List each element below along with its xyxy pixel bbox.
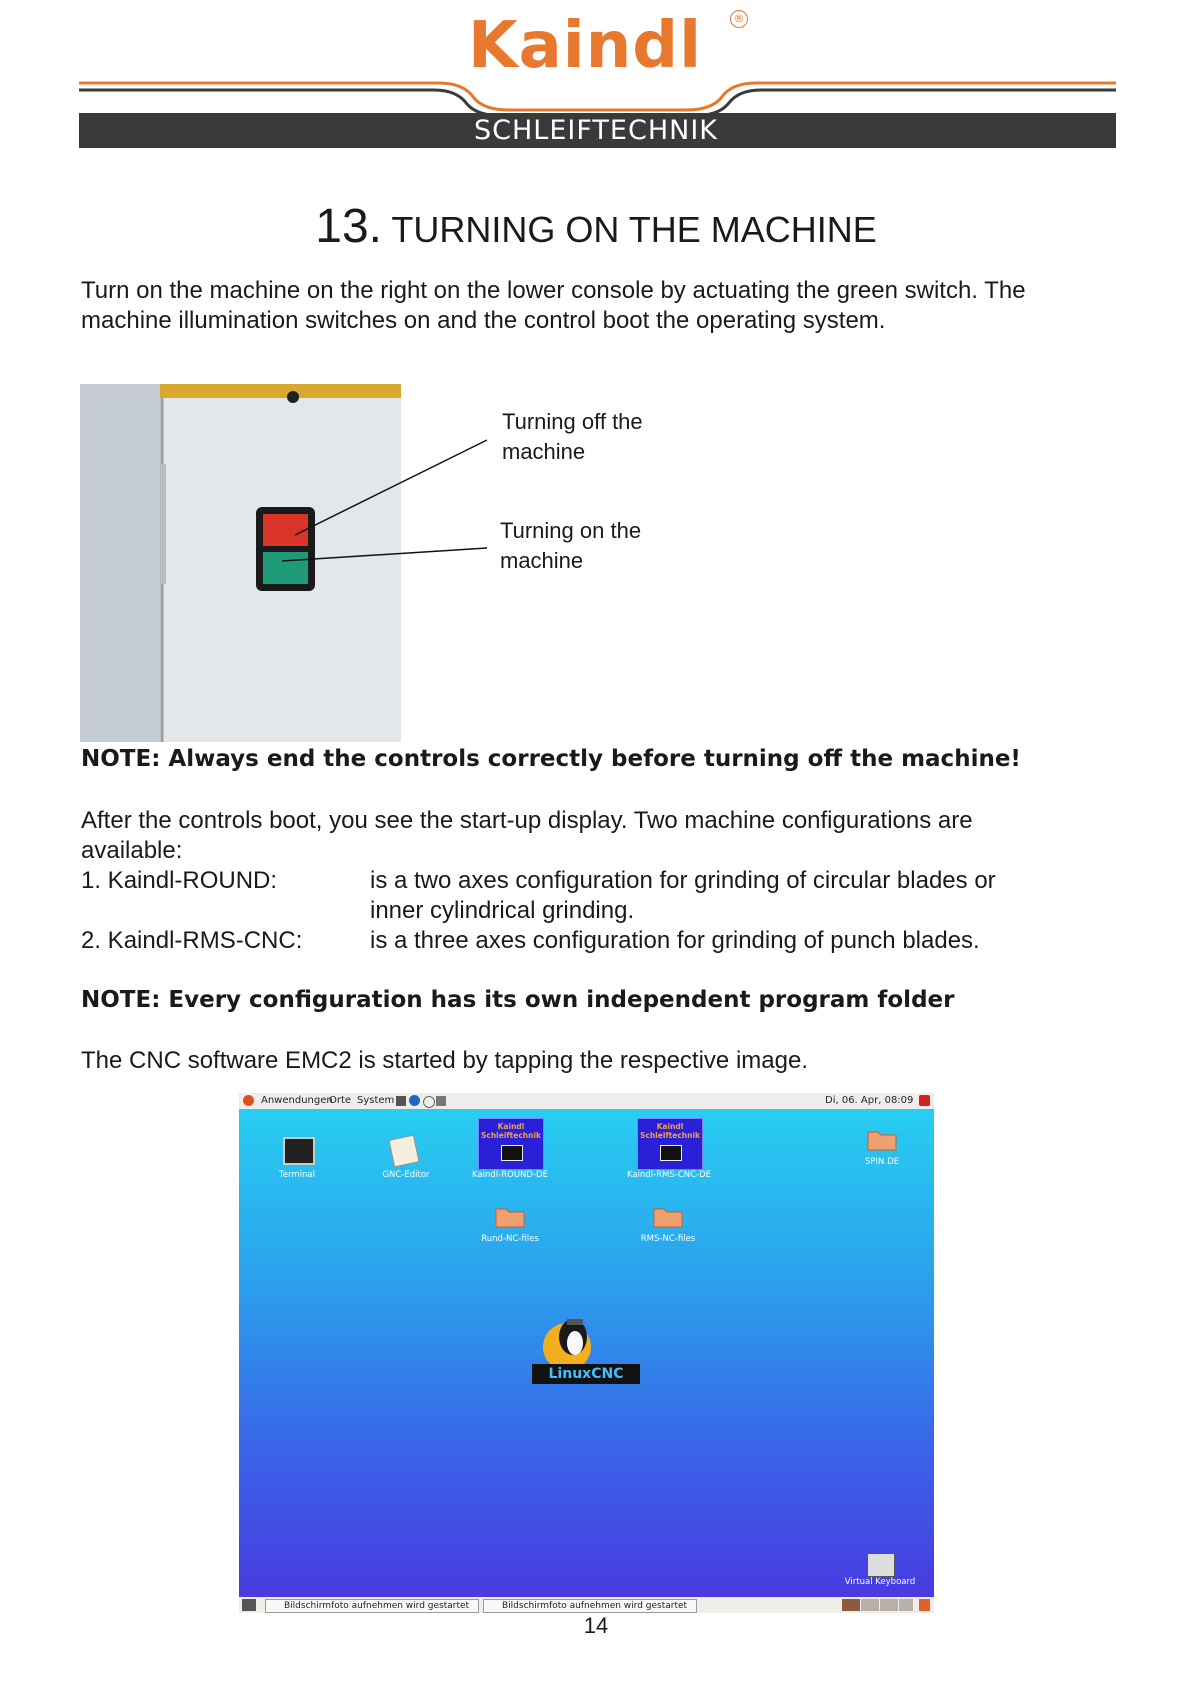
- tile-round-line2: Schleiftechnik: [480, 1131, 542, 1140]
- workspace-1[interactable]: [842, 1599, 860, 1611]
- bottom-panel: [239, 1597, 934, 1613]
- page-number: 14: [583, 1613, 609, 1638]
- kaindl-rms-tile[interactable]: [637, 1118, 703, 1170]
- workspace-2[interactable]: [861, 1599, 879, 1611]
- menu-places[interactable]: Orte: [329, 1095, 352, 1106]
- machine-icon: [660, 1145, 682, 1161]
- section-title-text: TURNING ON THE MACHINE: [391, 209, 877, 250]
- note-program-folder: NOTE: Every configuration has its own independent program folder: [81, 987, 955, 1013]
- clock[interactable]: Di, 06. Apr, 08:09: [825, 1095, 914, 1106]
- folder-right-label[interactable]: SPIN.DE: [864, 1157, 899, 1167]
- config-1-desc-1: is a two axes configuration for grinding of circular blades or: [370, 867, 996, 894]
- taskbar-item[interactable]: Bildschirmfoto aufnehmen wird gestartet: [265, 1599, 479, 1613]
- folder-icon[interactable]: [653, 1206, 683, 1228]
- emc-line: The CNC software EMC2 is started by tapping the respective image.: [81, 1047, 808, 1074]
- trash-icon[interactable]: [919, 1599, 930, 1611]
- startup-line-2: available:: [81, 837, 183, 864]
- rund-files-label[interactable]: Rund-NC-files: [481, 1234, 539, 1244]
- top-panel: [239, 1093, 934, 1109]
- terminal-label[interactable]: Terminal: [279, 1170, 315, 1180]
- kaindl-rms-label[interactable]: Kaindl-RMS-CNC-DE: [626, 1170, 712, 1180]
- callout-off-line1: Turning off the: [502, 409, 643, 434]
- ubuntu-logo-icon[interactable]: [243, 1095, 254, 1106]
- startup-line-1: After the controls boot, you see the start-up display. Two machine configurations are: [81, 807, 973, 834]
- workspace-4[interactable]: [899, 1599, 913, 1611]
- brand-subtitle: SCHLEIFTECHNIK: [474, 115, 718, 146]
- terminal-icon[interactable]: [283, 1137, 315, 1165]
- tile-rms-line1: Kaindl: [656, 1122, 684, 1131]
- help-icon[interactable]: [423, 1096, 435, 1108]
- brand-name: Kaindl: [468, 9, 703, 83]
- workspace-3[interactable]: [880, 1599, 898, 1611]
- kaindl-round-tile[interactable]: [478, 1118, 544, 1170]
- callout-lines: [0, 0, 1192, 760]
- note-end-controls: NOTE: Always end the controls correctly before turning off the machine!: [81, 746, 1021, 772]
- callout-on-line1: Turning on the: [500, 518, 642, 543]
- virtual-keyboard-icon[interactable]: [867, 1553, 895, 1577]
- section-number: 13.: [315, 200, 382, 253]
- tile-rms-line2: Schleiftechnik: [639, 1131, 701, 1140]
- config-2-name: 2. Kaindl-RMS-CNC:: [81, 927, 303, 954]
- machine-icon: [501, 1145, 523, 1161]
- editor-icon[interactable]: [388, 1135, 419, 1168]
- virtual-keyboard-label[interactable]: Virtual Keyboard: [844, 1577, 916, 1587]
- keyboard-panel-icon[interactable]: [436, 1096, 446, 1106]
- tile-round-line1: Kaindl: [497, 1122, 525, 1131]
- config-2-desc-1: is a three axes configuration for grinding of punch blades.: [370, 927, 980, 954]
- editor-label[interactable]: GNC-Editor: [382, 1170, 430, 1180]
- config-1-desc-2: inner cylindrical grinding.: [370, 897, 635, 924]
- linuxcnc-label: LinuxCNC: [532, 1364, 640, 1384]
- menu-applications[interactable]: Anwendungen: [261, 1095, 333, 1106]
- config-1-name: 1. Kaindl-ROUND:: [81, 867, 278, 894]
- folder-icon[interactable]: [867, 1129, 897, 1151]
- rms-files-label[interactable]: RMS-NC-files: [640, 1234, 696, 1244]
- power-icon[interactable]: [919, 1095, 930, 1106]
- show-desktop-icon[interactable]: [242, 1599, 256, 1611]
- callout-on-line2: machine: [500, 548, 584, 573]
- intro-line-2: machine illumination switches on and the control boot the operating system.: [81, 307, 886, 334]
- camera-icon[interactable]: [396, 1096, 406, 1106]
- callout-off-line2: machine: [502, 439, 586, 464]
- folder-icon[interactable]: [495, 1206, 525, 1228]
- menu-system[interactable]: System: [357, 1095, 395, 1106]
- taskbar-item[interactable]: Bildschirmfoto aufnehmen wird gestartet: [483, 1599, 697, 1613]
- kaindl-round-label[interactable]: Kaindl-ROUND-DE: [472, 1170, 548, 1180]
- desktop-screenshot: [239, 1093, 934, 1613]
- intro-line-1: Turn on the machine on the right on the lower console by actuating the green switch. The: [81, 277, 1026, 304]
- browser-icon[interactable]: [409, 1095, 420, 1106]
- registered-mark: ®: [730, 10, 748, 28]
